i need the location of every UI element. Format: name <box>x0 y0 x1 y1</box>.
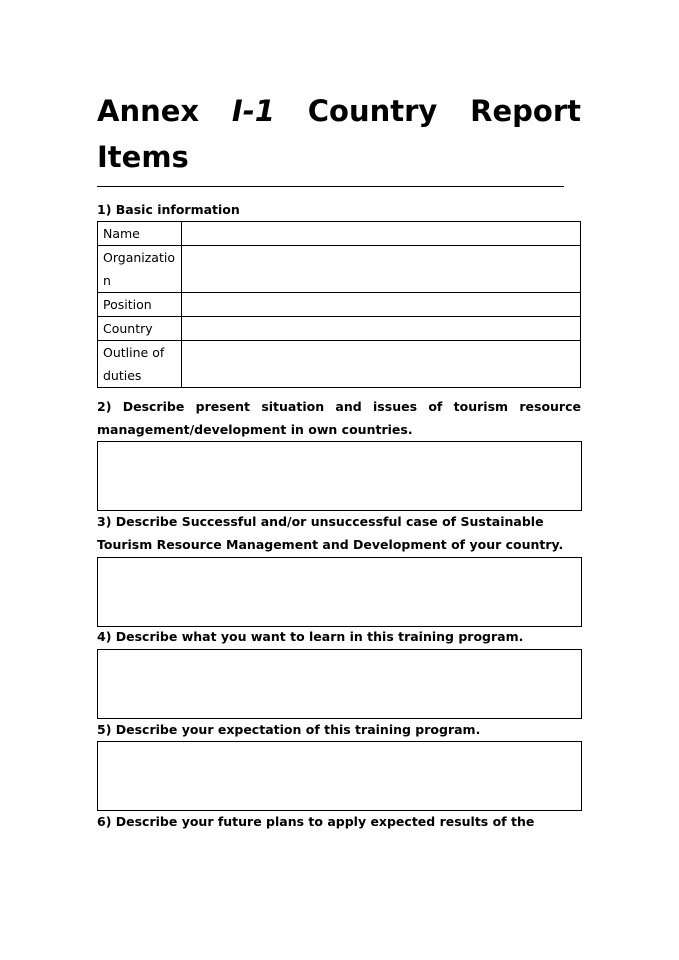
section-4-answer-box[interactable] <box>97 649 582 719</box>
row-label-name: Name <box>98 222 182 246</box>
row-label-organization: Organization <box>98 246 182 293</box>
basic-info-table <box>97 221 581 388</box>
title-divider <box>97 186 564 187</box>
table-row <box>98 246 581 293</box>
row-value-duties[interactable] <box>182 341 581 388</box>
section-5-heading: 5) Describe your expectation of this training program. <box>97 722 481 737</box>
section-2-answer-box[interactable] <box>97 441 582 511</box>
section-3-answer-box[interactable] <box>97 557 582 627</box>
title-number: I-1 <box>231 94 275 128</box>
row-label-country: Country <box>98 317 182 341</box>
row-value-position[interactable] <box>182 293 581 317</box>
row-value-country[interactable] <box>182 317 581 341</box>
row-value-name[interactable] <box>182 222 581 246</box>
title-report: Report <box>470 94 581 128</box>
section-2-heading: 2) Describe present situation and issues of tourism resource management/development in own countries. <box>97 399 581 437</box>
title-items: Items <box>97 140 189 174</box>
table-row <box>98 222 581 246</box>
title-country: Country <box>307 94 438 128</box>
title-annex: Annex <box>97 94 200 128</box>
table-row <box>98 293 581 317</box>
section-3-heading <box>97 510 581 556</box>
row-label-position: Position <box>98 293 182 317</box>
section-5-answer-box[interactable] <box>97 741 582 811</box>
section-1-heading: 1) Basic information <box>97 202 240 217</box>
row-label-duties: Outline of duties <box>98 341 182 388</box>
table-row <box>98 317 581 341</box>
section-3-line-2: Tourism Resource Management and Development of your country. <box>97 537 564 552</box>
row-value-organization[interactable] <box>182 246 581 293</box>
section-6-heading: 6) Describe your future plans to apply expected results of the <box>97 814 535 829</box>
section-4-heading: 4) Describe what you want to learn in this training program. <box>97 629 524 644</box>
section-3-line-1: 3) Describe Successful and/or unsuccessful case of Sustainable <box>97 514 544 529</box>
table-row <box>98 341 581 388</box>
page-title <box>97 88 581 180</box>
